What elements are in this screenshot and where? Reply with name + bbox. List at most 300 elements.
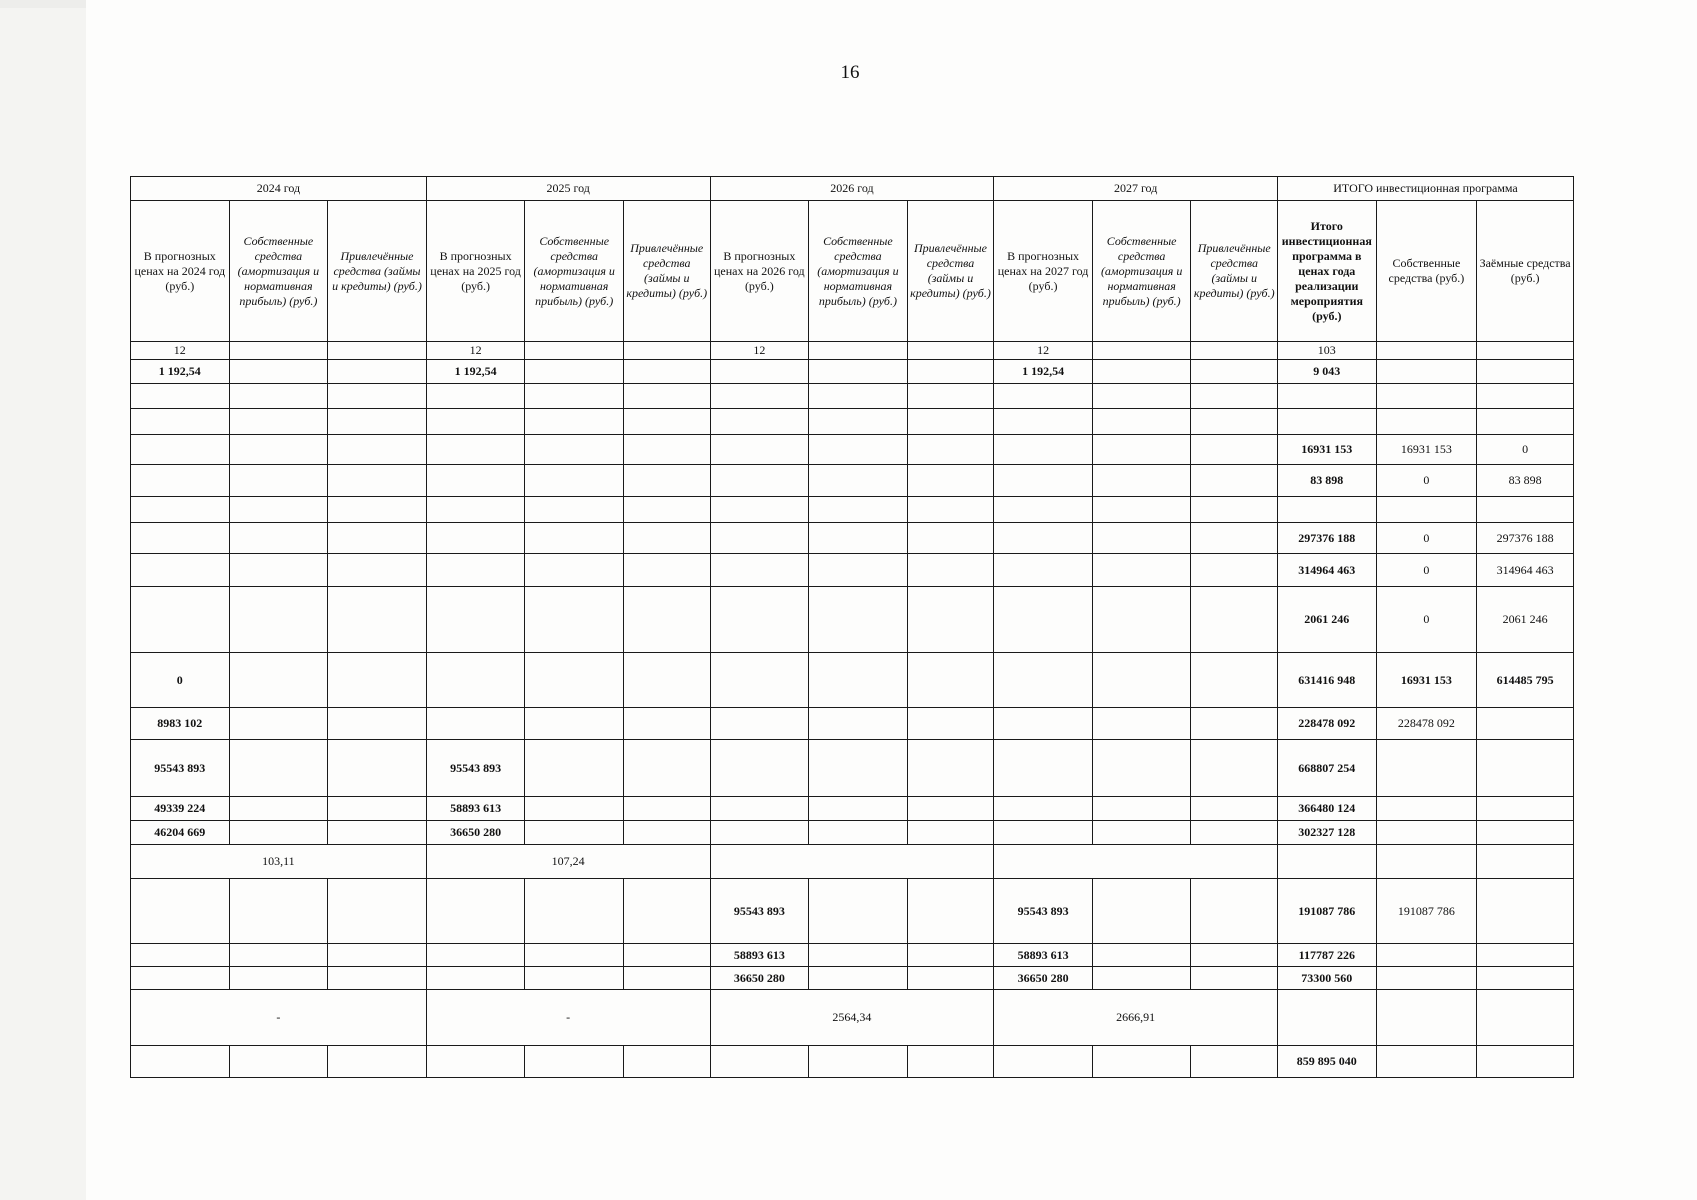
table-cell: 117787 226 [1278,944,1377,967]
table-cell: 36650 280 [426,821,525,845]
table-cell [1477,708,1574,740]
table-cell: - [131,990,427,1046]
year-header-cell: 2024 год [131,177,427,201]
table-cell [994,821,1093,845]
table-cell [1278,497,1377,523]
table-cell: 95543 893 [994,879,1093,944]
table-cell [623,967,710,990]
table-cell [809,708,908,740]
table-cell: 859 895 040 [1278,1046,1377,1078]
year-header-cell: 2025 год [426,177,710,201]
table-cell [1092,435,1191,465]
table-cell [907,708,994,740]
table-cell [229,879,328,944]
table-cell [809,797,908,821]
table-row [131,465,1574,497]
column-header-cell: В прогнозных ценах на 2027 год (руб.) [994,201,1093,342]
table-cell [525,587,624,653]
table-cell: 95543 893 [710,879,809,944]
table-cell [710,554,809,587]
table-row [131,821,1574,845]
table-cell [1376,360,1477,384]
table-cell [525,740,624,797]
table-cell [809,944,908,967]
table-cell: 2564,34 [710,990,994,1046]
table-cell [623,497,710,523]
table-cell [1278,409,1377,435]
table-cell [426,554,525,587]
table-cell [1092,879,1191,944]
table-cell [994,1046,1093,1078]
table-cell: 191087 786 [1376,879,1477,944]
table-cell: 0 [1376,554,1477,587]
table-cell: 668807 254 [1278,740,1377,797]
table-cell [1092,409,1191,435]
table-cell [1477,879,1574,944]
table-cell: 83 898 [1477,465,1574,497]
table-cell: 0 [131,653,230,708]
table-cell [1191,967,1278,990]
table-cell [229,797,328,821]
column-number-cell [525,342,624,360]
table-cell: 95543 893 [426,740,525,797]
table-cell [1092,740,1191,797]
table-cell [994,523,1093,554]
table-cell: 58893 613 [426,797,525,821]
table-cell [1092,554,1191,587]
table-cell: 631416 948 [1278,653,1377,708]
column-header-cell: Собственные средства (руб.) [1376,201,1477,342]
table-cell [1376,497,1477,523]
table-cell [1477,497,1574,523]
table-cell [328,465,427,497]
table-cell [229,821,328,845]
table-cell [809,1046,908,1078]
table-cell [623,797,710,821]
table-cell [525,465,624,497]
table-cell [229,360,328,384]
table-cell [328,967,427,990]
column-number-cell [328,342,427,360]
column-header-cell: Собственные средства (амортизация и нормативная прибыль) (руб.) [1092,201,1191,342]
table-cell: 228478 092 [1278,708,1377,740]
table-row [131,554,1574,587]
table-cell [131,1046,230,1078]
table-cell [710,797,809,821]
table-cell [1191,360,1278,384]
table-cell [994,384,1093,409]
column-number-cell: 103 [1278,342,1377,360]
table-cell [1191,821,1278,845]
table-cell [1092,797,1191,821]
table-cell [1477,990,1574,1046]
table-cell [1477,740,1574,797]
column-header-row [131,201,1574,342]
table-cell [809,409,908,435]
table-cell: 9 043 [1278,360,1377,384]
table-cell: 1 192,54 [994,360,1093,384]
table-cell [907,1046,994,1078]
table-cell [131,465,230,497]
table-cell [426,1046,525,1078]
table-cell [229,944,328,967]
column-number-cell [229,342,328,360]
column-number-cell: 12 [426,342,525,360]
table-cell [131,435,230,465]
table-cell [525,435,624,465]
table-cell [994,653,1093,708]
table-row [131,523,1574,554]
table-cell: 8983 102 [131,708,230,740]
table-cell [809,653,908,708]
table-cell [229,384,328,409]
table-cell: 36650 280 [994,967,1093,990]
table-cell [426,967,525,990]
table-cell [809,821,908,845]
table-cell: 0 [1376,587,1477,653]
table-cell [1191,384,1278,409]
table-cell: 297376 188 [1477,523,1574,554]
table-cell [229,554,328,587]
table-cell [907,821,994,845]
table-cell: 36650 280 [710,967,809,990]
table-cell [426,435,525,465]
table-cell [525,797,624,821]
table-cell [525,708,624,740]
table-cell: 0 [1477,435,1574,465]
table-cell: 302327 128 [1278,821,1377,845]
table-cell [1092,465,1191,497]
table-cell [809,587,908,653]
table-cell [809,497,908,523]
table-cell [623,821,710,845]
table-cell [907,554,994,587]
table-row [131,384,1574,409]
table-cell [229,409,328,435]
table-cell: 314964 463 [1278,554,1377,587]
table-cell [229,1046,328,1078]
table-cell [1376,409,1477,435]
table-cell: 366480 124 [1278,797,1377,821]
table-row [131,879,1574,944]
table-row [131,797,1574,821]
table-cell [1191,465,1278,497]
table-cell [328,708,427,740]
table-cell [525,879,624,944]
table-cell [907,587,994,653]
table-cell [1092,497,1191,523]
table-cell [1477,845,1574,879]
table-cell [994,587,1093,653]
table-cell [1376,845,1477,879]
column-number-row [131,342,1574,360]
table-cell [131,384,230,409]
table-cell [328,944,427,967]
table-cell [1191,523,1278,554]
table-cell [131,587,230,653]
table-cell [994,740,1093,797]
table-cell [328,384,427,409]
table-cell [328,435,427,465]
table-cell: 2061 246 [1477,587,1574,653]
table-cell [623,879,710,944]
column-number-cell [1376,342,1477,360]
table-cell [907,944,994,967]
column-number-cell [907,342,994,360]
table-cell [328,360,427,384]
table-row [131,845,1574,879]
table-cell: 2666,91 [994,990,1278,1046]
table-cell [1092,523,1191,554]
table-cell: 73300 560 [1278,967,1377,990]
table-cell [809,523,908,554]
table-cell [328,523,427,554]
column-header-cell: Собственные средства (амортизация и нормативная прибыль) (руб.) [525,201,624,342]
table-row [131,360,1574,384]
table-cell [1477,384,1574,409]
table-cell [229,653,328,708]
table-cell [229,740,328,797]
column-header-cell: Итого инвестиционная программа в ценах года реализации мероприятия (руб.) [1278,201,1377,342]
table-cell [426,879,525,944]
table-cell [328,1046,427,1078]
table-cell [1092,587,1191,653]
column-number-cell [1191,342,1278,360]
table-cell [1376,797,1477,821]
table-cell [809,740,908,797]
column-header-cell: В прогнозных ценах на 2024 год (руб.) [131,201,230,342]
table-cell: 314964 463 [1477,554,1574,587]
table-cell [1376,944,1477,967]
table-cell [710,497,809,523]
table-cell [525,554,624,587]
table-cell [907,384,994,409]
table-cell [994,797,1093,821]
table-cell [809,384,908,409]
year-header-cell: 2027 год [994,177,1278,201]
table-cell [1477,409,1574,435]
column-number-cell [1477,342,1574,360]
table-cell [525,384,624,409]
column-header-cell: Привлечённые средства (займы и кредиты) (руб.) [328,201,427,342]
table-cell [525,944,624,967]
table-cell [1092,708,1191,740]
table-cell [623,523,710,554]
table-cell [623,435,710,465]
table-cell [623,708,710,740]
table-cell [809,435,908,465]
table-cell [710,523,809,554]
table-cell: 191087 786 [1278,879,1377,944]
investment-program-table [130,176,1574,1078]
table-cell [1191,740,1278,797]
table-cell [525,967,624,990]
table-cell [229,435,328,465]
table-cell: 0 [1376,523,1477,554]
table-cell [994,497,1093,523]
table-cell: 1 192,54 [426,360,525,384]
table-cell [623,587,710,653]
table-row [131,708,1574,740]
table-cell: 2061 246 [1278,587,1377,653]
table-cell [131,554,230,587]
year-header-row [131,177,1574,201]
table-cell: 95543 893 [131,740,230,797]
table-cell [623,465,710,497]
table-cell [623,554,710,587]
table-cell [131,879,230,944]
page-number: 16 [840,62,860,83]
table-cell [1191,497,1278,523]
table-cell [907,967,994,990]
year-header-cell: 2026 год [710,177,994,201]
table-cell: 0 [1376,465,1477,497]
table-cell [328,797,427,821]
table-cell [1477,944,1574,967]
table-cell [809,360,908,384]
table-cell: 107,24 [426,845,710,879]
table-cell: 49339 224 [131,797,230,821]
column-header-cell: Заёмные средства (руб.) [1477,201,1574,342]
table-cell [131,967,230,990]
table-cell [1376,990,1477,1046]
column-header-cell: В прогнозных ценах на 2026 год (руб.) [710,201,809,342]
table-cell [229,967,328,990]
table-cell [525,409,624,435]
table-cell [1092,653,1191,708]
table-cell [907,879,994,944]
table-cell [426,523,525,554]
table-cell [710,740,809,797]
table-cell [1477,797,1574,821]
year-header-cell: ИТОГО инвестиционная программа [1278,177,1574,201]
table-cell [907,740,994,797]
table-cell [623,360,710,384]
table-cell [131,523,230,554]
table-cell [710,1046,809,1078]
table-cell [1191,797,1278,821]
column-header-cell: Собственные средства (амортизация и нормативная прибыль) (руб.) [809,201,908,342]
column-number-cell: 12 [994,342,1093,360]
table-cell [131,497,230,523]
table-row [131,944,1574,967]
table-cell [710,708,809,740]
table-cell [623,944,710,967]
column-header-cell: Собственные средства (амортизация и нормативная прибыль) (руб.) [229,201,328,342]
table-cell [623,653,710,708]
table-row [131,497,1574,523]
table-cell [525,821,624,845]
table-cell [328,653,427,708]
table-cell [525,1046,624,1078]
table-cell [907,435,994,465]
table-cell: 228478 092 [1376,708,1477,740]
column-number-cell: 12 [131,342,230,360]
column-number-cell [623,342,710,360]
table-cell [710,587,809,653]
table-cell [1191,708,1278,740]
table-cell: 614485 795 [1477,653,1574,708]
table-cell: 103,11 [131,845,427,879]
table-cell [809,554,908,587]
column-header-cell: В прогнозных ценах на 2025 год (руб.) [426,201,525,342]
table-cell [710,845,994,879]
table-cell [426,708,525,740]
table-cell [809,967,908,990]
table-row [131,990,1574,1046]
table-cell [426,465,525,497]
table-cell [1092,1046,1191,1078]
table-cell [1191,587,1278,653]
table-cell [1191,653,1278,708]
table-row [131,653,1574,708]
table-cell [1477,967,1574,990]
table-cell [1376,384,1477,409]
table-cell [994,845,1278,879]
column-number-cell [809,342,908,360]
table-cell [623,740,710,797]
table-cell [994,554,1093,587]
table-cell [229,465,328,497]
table-cell [328,497,427,523]
table-cell: 58893 613 [710,944,809,967]
table-cell: 58893 613 [994,944,1093,967]
table-cell [623,1046,710,1078]
table-row [131,409,1574,435]
table-cell [907,465,994,497]
table-cell [1278,384,1377,409]
table-cell [1191,409,1278,435]
table-cell [907,653,994,708]
table-cell [710,384,809,409]
table-cell [907,497,994,523]
table-cell [1477,360,1574,384]
column-number-cell: 12 [710,342,809,360]
table-cell [1376,740,1477,797]
table-cell: 297376 188 [1278,523,1377,554]
table-cell [1191,944,1278,967]
table-cell: 16931 153 [1278,435,1377,465]
table-cell [525,523,624,554]
table-cell [131,409,230,435]
table-cell [710,465,809,497]
table-cell [907,523,994,554]
table-cell: 83 898 [1278,465,1377,497]
table-cell [623,384,710,409]
table-cell [907,797,994,821]
table-cell [1278,845,1377,879]
table-cell [328,821,427,845]
table-cell [1092,944,1191,967]
table-cell [710,435,809,465]
table-cell [994,435,1093,465]
table-cell [229,587,328,653]
table-cell [1191,554,1278,587]
table-cell [1191,435,1278,465]
table-cell [525,497,624,523]
table-cell [710,821,809,845]
table-row [131,967,1574,990]
column-header-cell: Привлечённые средства (займы и кредиты) (руб.) [1191,201,1278,342]
column-header-cell: Привлечённые средства (займы и кредиты) (руб.) [623,201,710,342]
table-cell [907,409,994,435]
table-cell [229,708,328,740]
table-cell [328,554,427,587]
column-header-cell: Привлечённые средства (займы и кредиты) (руб.) [907,201,994,342]
table-cell [1191,879,1278,944]
table-cell [328,587,427,653]
table-cell [1092,967,1191,990]
